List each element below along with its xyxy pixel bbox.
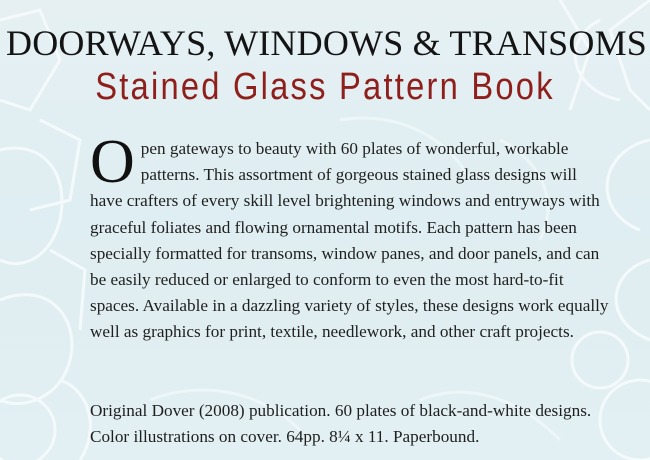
drop-cap: O <box>90 128 135 196</box>
description-text: pen gateways to beauty with 60 plates of wonderful, workable patterns. This assortment of gorgeous stained glass designs will have crafters of every skill level brightening windows and entryways with graceful foliates and flowing ornamental motifs. Each pattern has been specially formatted for transoms, window panes, and door panels, and can be easily reduced or enlarged to conform to even the most hard-to-fit spaces. Available in a dazzling variety of styles, these designs work equally well as graphics for print, textile, needlework, and other craft projects. <box>90 139 609 342</box>
book-subtitle: Stained Glass Pattern Book <box>95 66 555 108</box>
publication-info: Original Dover (2008) publication. 60 plates of black-and-white designs. Color illustrations on cover. 64pp. 8¼ x 11. Paperbound. <box>90 401 592 447</box>
book-title: DOORWAYS, WINDOWS & TRANSOMS <box>6 23 648 63</box>
description-paragraph <box>90 128 610 346</box>
